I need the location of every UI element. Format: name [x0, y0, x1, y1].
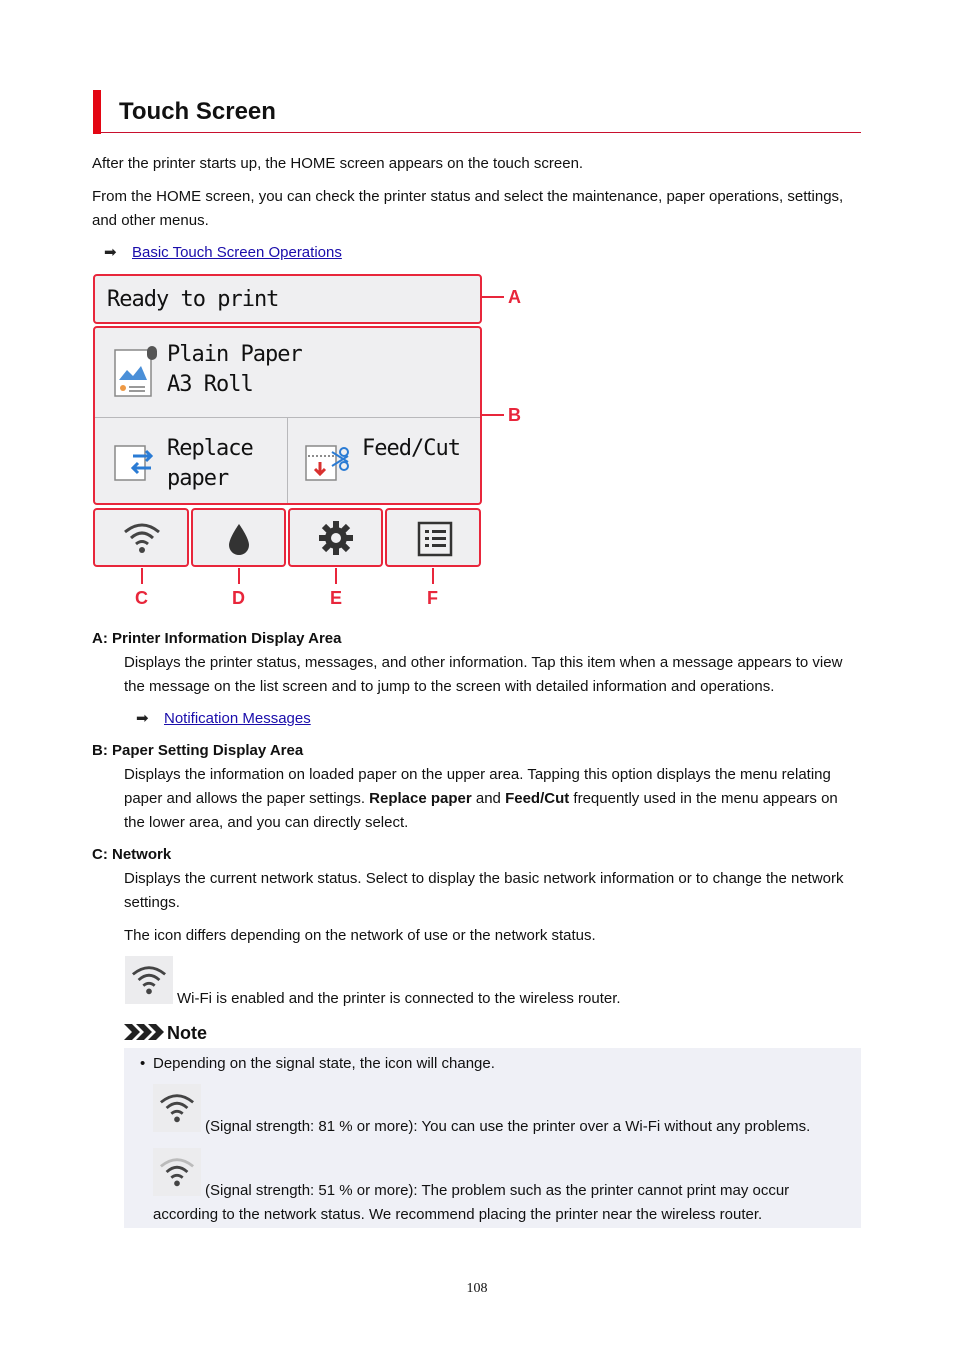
basic-operations-link[interactable]: Basic Touch Screen Operations [132, 244, 342, 261]
section-b-text-2: and [471, 790, 506, 807]
feed-cut-button[interactable] [288, 418, 480, 503]
replace-label-2: paper [167, 466, 229, 491]
callout-line-c [141, 568, 143, 584]
section-b-text-1: Displays the information on loaded paper on the upper area. Tapping this option displays the menu relating paper and allows the paper settings. [124, 766, 831, 807]
wifi-icon [123, 522, 161, 554]
note-chevrons-icon [124, 1024, 164, 1040]
callout-label-e: E [330, 588, 343, 608]
paper-size: A3 Roll [167, 372, 253, 397]
callout-label-a: A [508, 287, 521, 307]
wifi-full-icon [159, 1092, 195, 1124]
callout-label-d: D [232, 588, 245, 608]
section-c-body-2: The icon differs depending on the network of use or the network status. [124, 927, 596, 944]
replace-label-1: Replace [167, 436, 253, 461]
section-b-body [124, 763, 862, 835]
gear-icon [318, 520, 354, 556]
network-button[interactable] [93, 508, 189, 567]
section-b-text-3: frequently used in the menu appears on the lower area, and you can directly select. [124, 790, 838, 831]
replace-paper-term: Replace paper [369, 790, 472, 807]
callout-line-f [432, 568, 434, 584]
signal-medium-text: (Signal strength: 51 % or more): The problem such as the printer cannot print may occur [205, 1182, 790, 1199]
intro-paragraph-2: From the HOME screen, you can check the printer status and select the maintenance, paper operations, settings, and other menus. [92, 188, 844, 229]
heading-accent-bar [93, 90, 101, 134]
basic-ops-link-row [104, 241, 862, 265]
section-b-title: B: Paper Setting Display Area [92, 742, 304, 759]
status-text: Ready to print [107, 287, 279, 312]
note-bullet-text: Depending on the signal state, the icon will change. [153, 1055, 495, 1072]
list-icon [417, 521, 453, 557]
callout-line-d [238, 568, 240, 584]
callout-label-c: C [135, 588, 148, 608]
ink-drop-icon [227, 522, 251, 556]
page-title: Touch Screen [119, 98, 276, 125]
section-c-title: C: Network [92, 846, 172, 863]
wifi-status-tile [125, 956, 173, 1004]
section-a-title: A: Printer Information Display Area [92, 630, 342, 647]
replace-paper-button[interactable] [95, 418, 288, 503]
arrow-right-icon: ➡ [104, 244, 117, 261]
intro-paragraph-1: After the printer starts up, the HOME screen appears on the touch screen. [92, 155, 584, 172]
signal-medium-text-cont: according to the network status. We recommend placing the printer near the wireless router. [153, 1206, 763, 1223]
section-c-body-1: Displays the current network status. Select to display the basic network information or to change the network settings. [124, 870, 844, 911]
paper-type: Plain Paper [167, 342, 302, 367]
wifi-status-text: Wi-Fi is enabled and the printer is connected to the wireless router. [177, 990, 621, 1007]
callout-label-b: B [508, 405, 521, 425]
arrow-right-icon: ➡ [136, 710, 149, 727]
menu-list-button[interactable] [385, 508, 481, 567]
signal-strong-tile [153, 1084, 201, 1132]
callout-line-a [482, 296, 504, 298]
feed-cut-icon [304, 442, 354, 484]
callout-label-f: F [427, 588, 438, 608]
heading-rule [101, 132, 861, 133]
wifi-medium-icon [159, 1156, 195, 1188]
feed-cut-label: Feed/Cut [362, 436, 460, 461]
info-display-area[interactable] [93, 274, 482, 324]
wifi-icon [131, 964, 167, 996]
signal-medium-tile [153, 1148, 201, 1196]
touch-screen-figure [92, 272, 542, 617]
section-a-body: Displays the printer status, messages, and other information. Tap this item when a message appears to view the message on the list screen and to jump to the screen with detailed information and operations. [124, 654, 843, 695]
callout-line-e [335, 568, 337, 584]
notification-link-row [136, 707, 862, 731]
replace-paper-icon [113, 442, 155, 484]
paper-info-button[interactable] [95, 328, 480, 418]
paper-roll-icon [109, 344, 159, 400]
note-bullet-dot: • [140, 1055, 146, 1072]
feed-cut-term: Feed/Cut [505, 790, 570, 807]
settings-button[interactable] [288, 508, 383, 567]
signal-strong-text: (Signal strength: 81 % or more): You can use the printer over a Wi-Fi without any problems. [205, 1118, 811, 1135]
page-number: 108 [466, 1281, 488, 1296]
paper-setting-area [93, 326, 482, 505]
callout-line-b [482, 414, 504, 416]
notification-messages-link[interactable]: Notification Messages [164, 710, 311, 727]
ink-button[interactable] [191, 508, 286, 567]
note-title: Note [167, 1023, 207, 1043]
